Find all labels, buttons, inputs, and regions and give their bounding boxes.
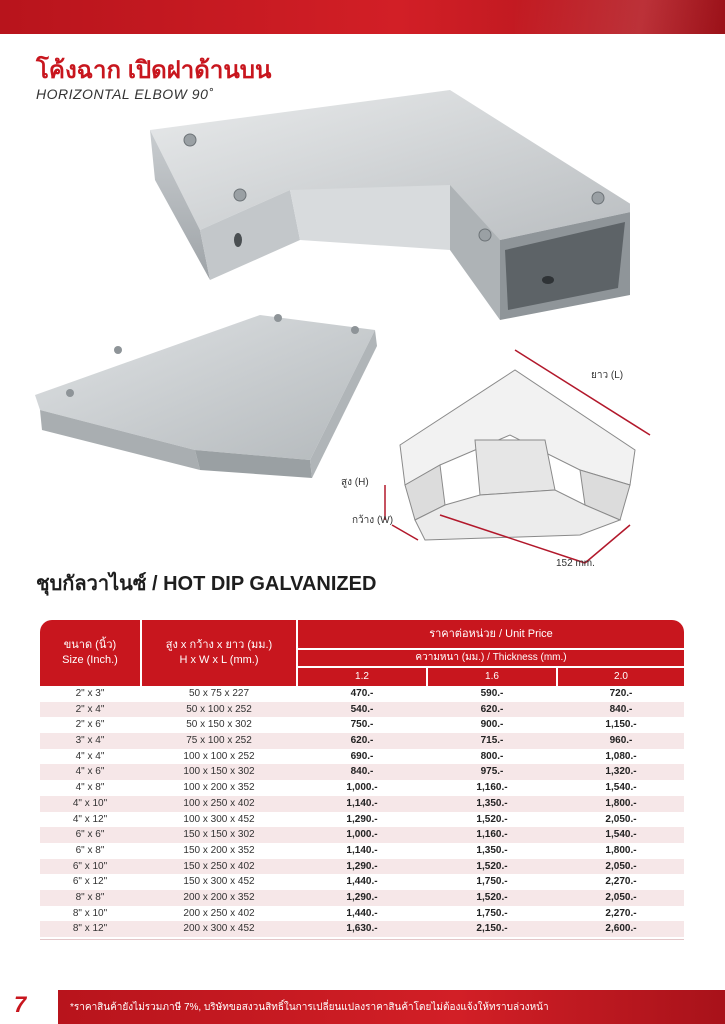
header-size-th: ขนาด (นิ้ว) [63,639,117,651]
table-header [40,620,684,686]
cell-size: 8" x 12" [72,923,108,935]
table-row [40,906,684,922]
table-row [40,733,684,749]
cell-price-2-0: 2,600.- [605,923,637,935]
table-row [40,843,684,859]
cell-dimension: 50 x 150 x 302 [186,719,252,731]
table-row [40,702,684,718]
header-thickness-3: 2.0 [558,668,684,686]
cell-price-1-6: 800.- [480,750,504,762]
cell-price-1-2: 1,000.- [346,829,378,841]
header-dimension [142,620,296,686]
cell-price-2-0: 720.- [609,688,633,699]
cell-price-1-6: 1,160.- [476,829,508,841]
cell-price-2-0: 1,320.- [605,766,637,778]
cell-size: 6" x 8" [75,844,105,856]
cell-dimension: 100 x 250 x 402 [183,797,255,809]
cell-size: 4" x 12" [72,813,108,825]
table-row [40,812,684,828]
cell-dimension: 50 x 75 x 227 [188,688,250,699]
cell-price-1-6: 1,350.- [476,844,508,856]
table-body [40,686,684,937]
page-number: 7 [14,992,27,1017]
dimension-diagram [330,345,680,575]
cell-price-1-2: 470.- [350,688,374,699]
cell-price-1-2: 1,140.- [346,797,378,809]
label-width: กว้าง (W) [352,515,394,526]
cell-price-2-0: 2,050.- [605,891,637,903]
cell-price-1-6: 620.- [480,703,504,715]
table-row [40,859,684,875]
label-length: ยาว (L) [591,370,624,381]
cell-price-1-6: 1,520.- [476,860,508,872]
cell-size: 2" x 4" [75,703,105,715]
cell-price-2-0: 1,800.- [605,844,637,856]
table-row [40,717,684,733]
cell-price-1-2: 620.- [350,735,374,747]
product-photo-cover [30,300,380,510]
top-banner [0,0,725,34]
header-thickness-1: 1.2 [298,668,426,686]
cell-price-1-6: 715.- [480,735,504,747]
cell-price-1-2: 1,440.- [346,876,378,888]
cell-price-1-2: 1,000.- [346,782,378,794]
table-row [40,686,684,702]
header-dim-en: H x W x L (mm.) [179,654,259,666]
cell-size: 8" x 8" [75,891,105,903]
cell-dimension: 150 x 150 x 302 [183,829,255,841]
cell-price-1-6: 590.- [480,688,504,699]
cell-size: 6" x 12" [72,876,108,888]
table-row [40,827,684,843]
header-size [40,620,140,686]
cell-size: 2" x 3" [75,688,105,699]
cell-price-2-0: 1,800.- [605,797,637,809]
cell-price-2-0: 1,080.- [605,750,637,762]
table-row [40,780,684,796]
cell-size: 8" x 10" [72,907,108,919]
label-height: สูง (H) [341,477,369,488]
cell-price-1-2: 1,290.- [346,860,378,872]
cell-price-1-2: 1,630.- [346,923,378,935]
table-row [40,874,684,890]
cell-dimension: 150 x 200 x 352 [183,844,255,856]
cell-price-1-2: 690.- [350,750,374,762]
cell-dimension: 100 x 300 x 452 [183,813,255,825]
table-row [40,764,684,780]
section-title: ชุบกัลวาไนซ์ / HOT DIP GALVANIZED [36,573,377,595]
cell-dimension: 75 x 100 x 252 [186,735,252,747]
cell-price-2-0: 840.- [609,703,633,715]
header-thickness-2: 1.6 [428,668,556,686]
cell-price-1-2: 840.- [350,766,374,778]
cell-price-1-6: 1,520.- [476,813,508,825]
header-dim-th: สูง x กว้าง x ยาว (มม.) [165,639,273,651]
cell-price-1-6: 1,520.- [476,891,508,903]
cell-size: 4" x 6" [75,766,105,778]
cell-size: 6" x 6" [75,829,105,841]
cell-price-1-6: 1,750.- [476,876,508,888]
cell-dimension: 200 x 200 x 352 [183,891,255,903]
cell-size: 6" x 10" [72,860,108,872]
header-thickness: ความหนา (มม.) / Thickness (mm.) [298,650,684,666]
header-unit-price: ราคาต่อหน่วย / Unit Price [298,620,684,648]
footer-note: *ราคาสินค้ายังไม่รวมภาษี 7%, บริษัทขอสงวนสิทธิ์ในการเปลี่ยนแปลงราคาสินค้าโดยไม่ต้องแจ้งให้ทราบล่วงหน้า [70,1002,549,1013]
cell-size: 4" x 8" [75,782,105,794]
cell-dimension: 150 x 300 x 452 [183,876,255,888]
header-size-en: Size (Inch.) [62,654,118,666]
cell-price-2-0: 2,050.- [605,860,637,872]
cell-price-2-0: 2,050.- [605,813,637,825]
cell-dimension: 100 x 150 x 302 [183,766,255,778]
cell-size: 4" x 10" [72,797,108,809]
cell-price-1-2: 1,440.- [346,907,378,919]
page-subtitle: HORIZONTAL ELBOW 90˚ [36,86,214,102]
cell-price-1-6: 975.- [480,766,504,778]
cell-size: 4" x 4" [75,750,105,762]
cell-price-1-2: 1,290.- [346,813,378,825]
table-row [40,921,684,937]
price-table [40,620,684,940]
table-row [40,890,684,906]
cell-price-2-0: 2,270.- [605,876,637,888]
cell-dimension: 100 x 100 x 252 [183,750,255,762]
cell-price-1-2: 750.- [350,719,374,731]
cell-dimension: 200 x 300 x 452 [183,923,255,935]
label-fixed-length: 152 mm. [556,558,595,569]
table-bottom-rule [40,937,684,940]
table-row [40,796,684,812]
cell-dimension: 200 x 250 x 402 [183,907,255,919]
table-row [40,749,684,765]
cell-dimension: 150 x 250 x 402 [183,860,255,872]
page-title: โค้งฉาก เปิดฝาด้านบน [36,57,272,84]
cell-price-2-0: 1,150.- [605,719,637,731]
cell-price-1-2: 1,290.- [346,891,378,903]
cell-price-1-2: 540.- [350,703,374,715]
cell-price-2-0: 1,540.- [605,782,637,794]
cell-price-1-6: 900.- [480,719,504,731]
cell-price-1-2: 1,140.- [346,844,378,856]
cell-price-1-6: 2,150.- [476,923,508,935]
cell-dimension: 100 x 200 x 352 [183,782,255,794]
cell-price-2-0: 960.- [609,735,633,747]
cell-price-2-0: 2,270.- [605,907,637,919]
cell-price-1-6: 1,160.- [476,782,508,794]
cell-price-1-6: 1,350.- [476,797,508,809]
cell-size: 3" x 4" [75,735,105,747]
cell-dimension: 50 x 100 x 252 [186,703,252,715]
cell-price-1-6: 1,750.- [476,907,508,919]
cell-size: 2" x 6" [75,719,105,731]
cell-price-2-0: 1,540.- [605,829,637,841]
